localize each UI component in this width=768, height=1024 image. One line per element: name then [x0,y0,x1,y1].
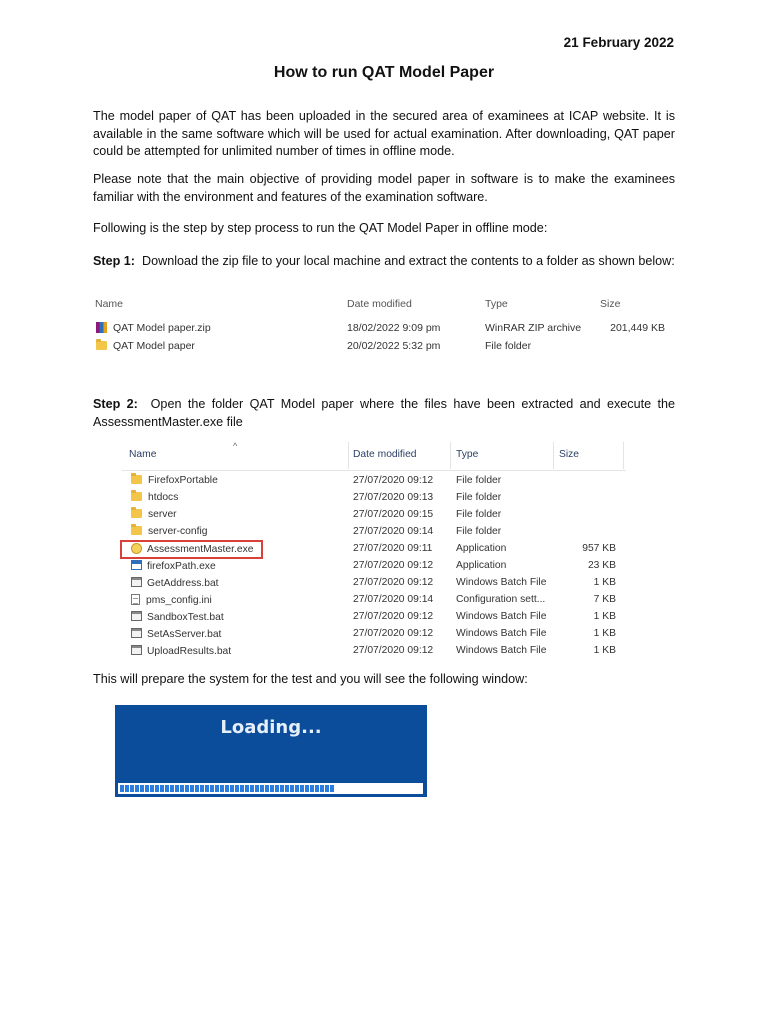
note-paragraph: Please note that the main objective of providing model paper in software is to make the examinees familiar with the environment and features of the examination software. [93,172,675,204]
file-row[interactable] [122,559,626,576]
file-type: File folder [456,492,502,503]
file-type: Windows Batch File [456,577,547,588]
file-date: 27/07/2020 09:12 [353,611,434,622]
file-size: 1 KB [593,611,616,622]
file-size: 1 KB [593,645,616,656]
loading-text: Loading... [220,717,322,738]
file-type: Application [456,560,507,571]
column-size[interactable]: Size [559,449,580,460]
file-size: 1 KB [593,628,616,639]
file-name: SandboxTest.bat [147,612,224,623]
file-date: 27/07/2020 09:12 [353,628,434,639]
file-date: 27/07/2020 09:14 [353,526,434,537]
file-date: 27/07/2020 09:12 [353,645,434,656]
file-type: Application [456,543,507,554]
file-date: 27/07/2020 09:12 [353,475,434,486]
file-list [122,474,626,661]
column-type[interactable]: Type [485,298,508,310]
file-size: 1 KB [593,577,616,588]
file-date: 27/07/2020 09:13 [353,492,434,503]
step2-label: Step 2: [93,397,138,411]
file-row[interactable] [93,338,675,356]
document-date: 21 February 2022 [563,35,674,50]
folder-icon [96,341,107,350]
file-size: 957 KB [582,543,616,554]
file-type: File folder [456,509,502,520]
document-title: How to run QAT Model Paper [273,64,495,81]
batch-file-icon [131,645,142,655]
batch-file-icon [131,577,142,587]
explorer-listing-zip [93,296,675,356]
file-row[interactable] [122,644,626,661]
file-type: Configuration sett... [456,594,546,605]
file-row[interactable] [122,610,626,627]
file-name: UploadResults.bat [147,646,232,657]
ini-file-icon [131,594,140,605]
file-date: 27/07/2020 09:12 [353,560,434,571]
highlight-box [120,540,263,559]
file-name: FirefoxPortable [148,475,218,486]
batch-file-icon [131,628,142,638]
file-size: 23 KB [587,560,616,571]
column-date-modified[interactable]: Date modified [347,298,412,310]
file-date: 27/07/2020 09:11 [353,543,433,554]
explorer-listing-folder [122,442,626,661]
file-type: Windows Batch File [456,628,547,639]
file-row[interactable] [122,474,626,491]
file-name: GetAddress.bat [147,578,219,589]
file-name: server [148,509,177,520]
following-paragraph: Following is the step by step process to run the QAT Model Paper in offline mode: [93,221,548,235]
file-row[interactable] [93,320,675,338]
intro-paragraph: The model paper of QAT has been uploaded in the secured area of examinees at ICAP website. It is available in the same software which will be used for actual examination. After downloading, QAT paper could be attempted for unlimited number of times in offline mode. [93,109,675,158]
file-date: 18/02/2022 9:09 pm [347,322,441,334]
progress-bar [118,783,423,794]
file-row[interactable] [122,627,626,644]
step1-text: Download the zip file to your local machine and extract the contents to a folder as shown below: [142,254,675,268]
file-row[interactable] [122,508,626,525]
folder-icon [131,526,142,535]
file-type: File folder [456,475,502,486]
file-date: 27/07/2020 09:15 [353,509,434,520]
file-size: 7 KB [593,594,616,605]
folder-icon [131,509,142,518]
step1-paragraph [93,253,675,271]
file-type: WinRAR ZIP archive [485,322,582,334]
exe-icon [131,560,142,570]
file-name: SetAsServer.bat [147,629,222,640]
file-date: 20/02/2022 5:32 pm [347,340,441,352]
explorer-header [93,296,675,314]
file-name: QAT Model paper [113,340,195,352]
winrar-zip-icon [96,322,107,333]
progress-fill [120,785,334,792]
column-date-modified[interactable]: Date modified [353,449,417,460]
file-type: File folder [456,526,502,537]
explorer-header [122,442,626,471]
file-row[interactable] [122,491,626,508]
folder-icon [131,492,142,501]
column-name[interactable]: Name [129,449,157,460]
file-name: htdocs [148,492,179,503]
column-name[interactable]: Name [95,298,124,310]
file-size: 201,449 KB [610,322,665,334]
prepare-paragraph: This will prepare the system for the test and you will see the following window: [93,672,528,686]
file-name: pms_config.ini [146,595,212,606]
column-size[interactable]: Size [600,298,621,310]
step1-label: Step 1: [93,254,135,268]
file-name: QAT Model paper.zip [113,322,211,334]
step2-paragraph [93,396,675,431]
sort-ascending-icon: ^ [233,441,238,451]
folder-icon [131,475,142,484]
file-name: AssessmentMaster.exe [147,544,254,555]
file-name: firefoxPath.exe [147,561,216,572]
file-type: Windows Batch File [456,645,547,656]
batch-file-icon [131,611,142,621]
file-row[interactable] [122,542,626,559]
file-type: File folder [485,340,532,352]
file-name: server-config [148,526,208,537]
step2-text: Open the folder QAT Model paper where the files have been extracted and execute the AssessmentMaster.exe file [93,397,675,429]
loading-window [115,705,427,797]
file-date: 27/07/2020 09:12 [353,577,434,588]
file-row[interactable] [122,593,626,610]
file-date: 27/07/2020 09:14 [353,594,434,605]
file-type: Windows Batch File [456,611,547,622]
column-type[interactable]: Type [456,449,479,460]
file-row[interactable] [122,576,626,593]
